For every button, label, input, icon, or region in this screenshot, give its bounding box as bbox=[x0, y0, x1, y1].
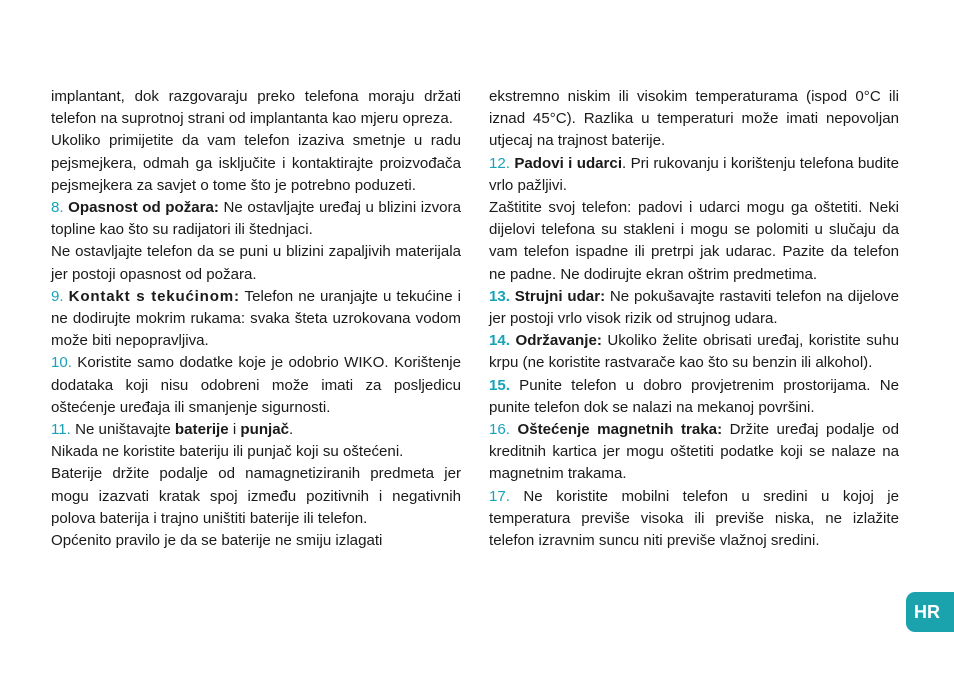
section-number: 15. bbox=[489, 376, 510, 394]
section-text: Ne pokušavajte rastaviti telefon na dijelove jer postoji vrlo visok rizik od strujnog udara. bbox=[489, 287, 899, 328]
section-text: Ukoliko želite obrisati uređaj, koristite suhu krpu (ne koristite rastvarače kao što su benzin ili alkohol). bbox=[489, 332, 899, 372]
section-number: 10. bbox=[51, 354, 72, 372]
section-11 bbox=[51, 419, 461, 441]
section-number: 9. bbox=[51, 287, 64, 305]
section-12 bbox=[489, 153, 899, 197]
section-keyword: baterije bbox=[174, 421, 229, 439]
section-9 bbox=[51, 286, 461, 353]
paragraph-protect: Zaštitite svoj telefon: padovi i udarci mogu ga oštetiti. Neki dijelovi telefona su stakleni i mogu se polomiti u slučaju da vam telefon ispadne ili pretrpi jak udarac. Pazite da telefon ne padne. Ne dodirujte ekran oštrim predmetima. bbox=[489, 199, 899, 283]
section-text: Ne uništavajte bbox=[70, 421, 175, 439]
paragraph-charging: Ne ostavljajte telefon da se puni u blizini zapaljivih materijala jer postoji opasnost od požara. bbox=[51, 243, 461, 283]
section-text: . Pri rukovanju i korištenju telefona budite vrlo pažljivi. bbox=[489, 154, 899, 194]
section-8 bbox=[51, 197, 461, 241]
section-title: Održavanje: bbox=[515, 332, 602, 350]
section-title: Strujni udar: bbox=[514, 287, 606, 305]
section-text: Koristite samo dodatke koje je odobrio WIKO. Korištenje dodataka koji nisu odobreni može imati za posljedicu oštećenje uređaja ili smanjenje sigurnosti. bbox=[51, 354, 461, 416]
section-text: Telefon ne uranjajte u tekućine i ne dodirujte mokrim rukama: svaka šteta uzrokovana vodom može biti nepopravljiva. bbox=[51, 287, 461, 350]
section-number: 11. bbox=[51, 421, 71, 439]
section-keyword: punjač bbox=[240, 421, 290, 439]
section-15 bbox=[489, 375, 899, 419]
section-title: Padovi i udarci bbox=[514, 154, 623, 172]
paragraph-temperatures: ekstremno niskim ili visokim temperaturama (ispod 0°C ili iznad 45°C). Razlika u temperaturi može imati nepovoljan utjecaj na trajnost baterije. bbox=[489, 88, 899, 150]
section-number: 13. bbox=[489, 287, 510, 305]
paragraph-implant: implantant, dok razgovaraju preko telefona moraju držati telefon na suprotnoj strani od implantanta kao mjeru opreza. bbox=[51, 88, 461, 128]
section-text: Punite telefon u dobro provjetrenim prostorijama. Ne punite telefon dok se nalazi na mekanoj površini. bbox=[489, 376, 899, 416]
section-number: 17. bbox=[489, 487, 510, 505]
paragraph-general-rule: Općenito pravilo je da se baterije ne smiju izlagati bbox=[51, 532, 383, 550]
section-10 bbox=[51, 352, 461, 419]
section-title: Oštećenje magnetnih traka: bbox=[517, 421, 723, 439]
section-text: Ne ostavljajte uređaj u blizini izvora topline kao što su radijatori ili štednjaci. bbox=[51, 199, 461, 239]
language-tab: HR bbox=[906, 592, 954, 632]
paragraph-damaged: Nikada ne koristite bateriju ili punjač koji su oštećeni. bbox=[51, 443, 404, 461]
section-text: Ne koristite mobilni telefon u sredini u kojoj je temperatura previše visoka ili previše niska, ne izlažite telefon izravnim suncu niti previše vlažnoj sredini. bbox=[489, 487, 899, 550]
left-column bbox=[51, 86, 461, 552]
section-title: Kontakt s tekućinom: bbox=[68, 287, 240, 305]
section-text: . bbox=[289, 421, 294, 439]
section-17 bbox=[489, 486, 899, 553]
paragraph-magnets: Baterije držite podalje od namagnetiziranih predmeta jer mogu izazvati kratak spoj između pozitivnih i negativnih polova baterija i trajno uništiti baterije ili telefon. bbox=[51, 465, 461, 527]
section-title: Opasnost od požara: bbox=[68, 199, 219, 217]
section-number: 12. bbox=[489, 154, 510, 172]
section-text: i bbox=[228, 421, 241, 439]
section-text: Držite uređaj podalje od kreditnih kartica jer mogu oštetiti podatke koji se nalaze na magnetnim trakama. bbox=[489, 421, 899, 483]
section-number: 14. bbox=[489, 332, 510, 350]
section-number: 16. bbox=[489, 421, 510, 439]
section-16 bbox=[489, 419, 899, 486]
paragraph-pacemaker: Ukoliko primijetite da vam telefon izaziva smetnje u radu pejsmejkera, odmah ga isključite i kontaktirajte proizvođača pejsmejkera za savjet o tome što je potrebno poduzeti. bbox=[51, 132, 461, 194]
section-13 bbox=[489, 286, 899, 330]
section-14 bbox=[489, 330, 899, 374]
right-column bbox=[489, 86, 899, 552]
section-number: 8. bbox=[51, 199, 64, 217]
